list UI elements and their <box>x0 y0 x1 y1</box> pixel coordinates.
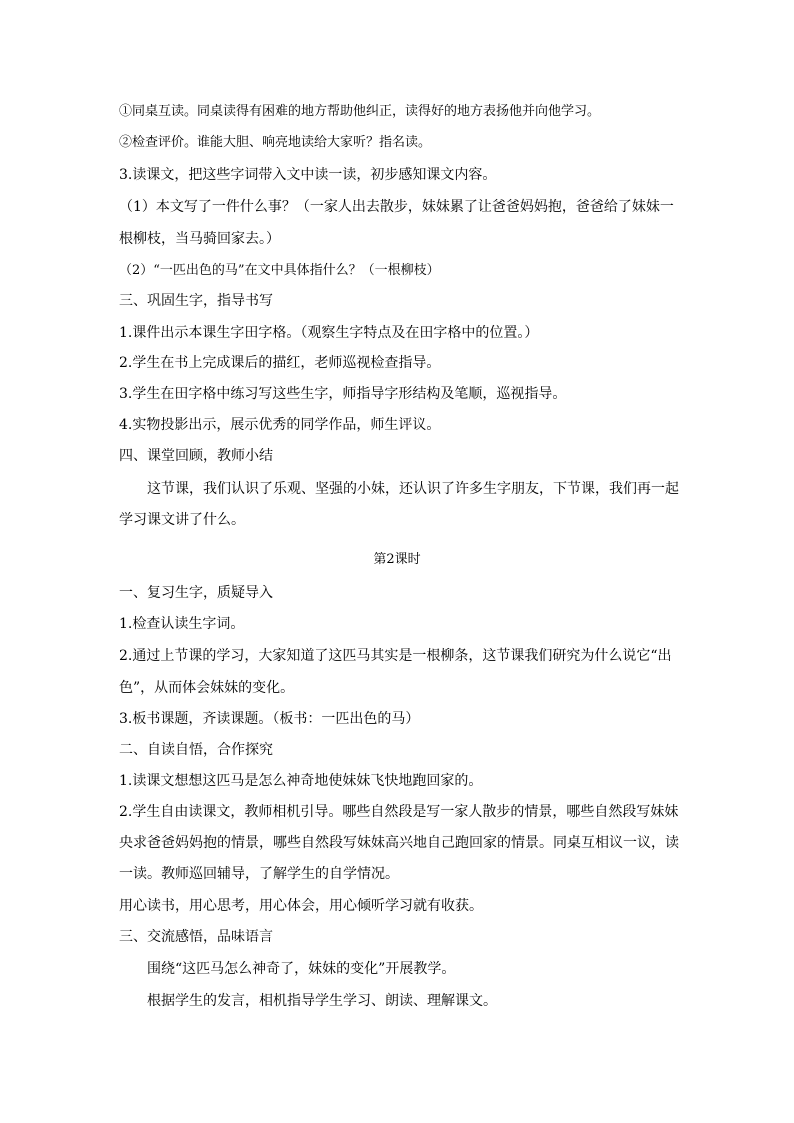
paragraph-line: 学习课文讲了什么。 <box>119 512 245 528</box>
paragraph-line: 这节课，我们认识了乐观、坚强的小妹，还认识了许多生字朋友，下节课，我们再一起 <box>147 481 679 497</box>
paragraph-line: 1.读课文想想这匹马是怎么神奇地使妹妹飞快地跑回家的。 <box>119 773 483 789</box>
paragraph-line: 2.学生在书上完成课后的描红，老师巡视检查指导。 <box>119 355 441 371</box>
paragraph-line: 3.学生在田字格中练习写这些生字，师指导字形结构及笔顺，巡视指导。 <box>119 386 567 402</box>
paragraph-line: 1.课件出示本课生字田字格。（观察生字特点及在田字格中的位置。） <box>119 325 539 341</box>
paragraph-line: ②检查评价。谁能大胆、响亮地读给大家听？指名读。 <box>119 135 432 150</box>
section-heading: 一、复习生字，质疑导入 <box>119 585 273 601</box>
paragraph-line: 2.学生自由读课文，教师相机引导。哪些自然段是写一家人散步的情景，哪些自然段写妹妹 <box>119 804 679 820</box>
paragraph-line: 根据学生的发言，相机指导学生学习、朗读、理解课文。 <box>147 993 497 1009</box>
paragraph-line: （1）本文写了一件什么事？（一家人出去散步，妹妹累了让爸爸妈妈抱，爸爸给了妹妹一 <box>119 199 674 215</box>
section-heading: 二、自读自悟，合作探究 <box>119 742 273 758</box>
paragraph-line: 用心读书，用心思考，用心体会，用心倾听学习就有收获。 <box>119 898 483 914</box>
paragraph-line: 围绕“这匹马怎么神奇了，妹妹的变化”开展教学。 <box>147 961 456 977</box>
section-heading: 三、巩固生字，指导书写 <box>119 293 273 309</box>
paragraph-line: 一读。教师巡回辅导，了解学生的自学情况。 <box>119 866 399 882</box>
paragraph-line: （2）“一匹出色的马”在文中具体指什么？（一根柳枝） <box>119 263 440 278</box>
section-heading: 三、交流感悟，品味语言 <box>119 929 273 945</box>
paragraph-line: 3.板书课题，齐读课题。（板书：一匹出色的马） <box>119 711 420 727</box>
paragraph-line: 2.通过上节课的学习，大家知道了这匹马其实是一根柳条，这节课我们研究为什么说它“出 <box>119 648 672 664</box>
lesson-title: 第2课时 <box>373 552 421 567</box>
paragraph-line: 3.读课文，把这些字词带入文中读一读，初步感知课文内容。 <box>119 167 497 183</box>
paragraph-line: ①同桌互读。同桌读得有困难的地方帮助他纠正，读得好的地方表扬他并向他学习。 <box>119 104 601 119</box>
paragraph-line: 4.实物投影出示，展示优秀的同学作品，师生评议。 <box>119 417 441 433</box>
paragraph-line: 色”，从而体会妹妹的变化。 <box>119 680 295 696</box>
paragraph-line: 央求爸爸妈妈抱的情景，哪些自然段写妹妹高兴地自己跑回家的情景。同桌互相议一议，读 <box>119 835 679 851</box>
paragraph-line: 根柳枝，当马骑回家去。） <box>119 231 280 247</box>
paragraph-line: 1.检查认读生字词。 <box>119 616 245 632</box>
section-heading: 四、课堂回顾，教师小结 <box>119 448 273 464</box>
